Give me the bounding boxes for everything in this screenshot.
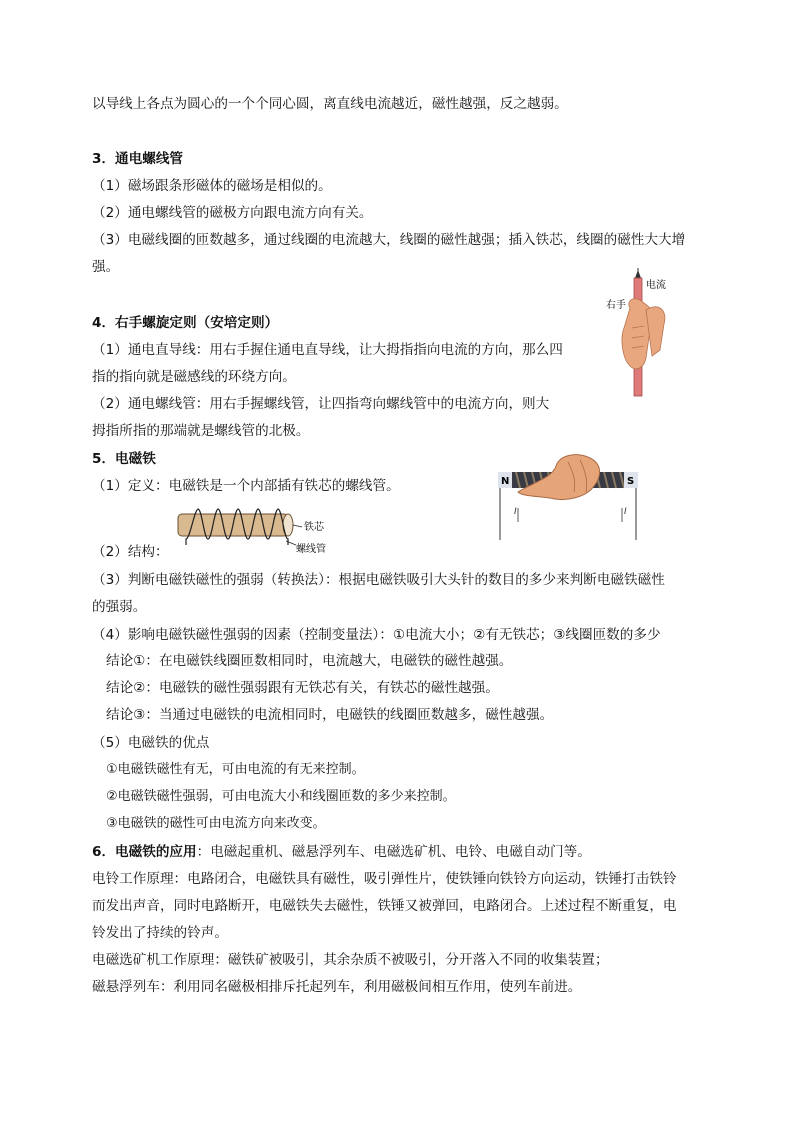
current-label: 电流 xyxy=(646,280,666,291)
advantage-1: ①电磁铁磁性有无，可由电流的有无来控制。 xyxy=(106,762,365,777)
advantage-3: ③电磁铁的磁性可由电流方向来改变。 xyxy=(106,816,326,831)
section-5-item-3-line-1: （3）判断电磁铁磁性的强弱（转换法）：根据电磁铁吸引大头针的数目的多少来判断电磁铁磁性 xyxy=(92,572,665,588)
electric-bell-line-3: 铃发出了持续的铃声。 xyxy=(92,925,228,941)
section-4-heading: 4．右手螺旋定则（安培定则） xyxy=(92,315,279,331)
solenoid-label: 螺线管 xyxy=(296,544,326,555)
right-hand-label: 右手 xyxy=(606,300,626,311)
current-right-label: I xyxy=(624,507,627,517)
section-5-heading: 5．电磁铁 xyxy=(92,451,156,467)
section-4-item-2-line-1: （2）通电螺线管：用右手握螺线管，让四指弯向螺线管中的电流方向，则大 xyxy=(92,396,550,412)
right-hand-straight-wire-figure xyxy=(596,266,700,400)
section-6-heading: 6．电磁铁的应用 xyxy=(92,844,197,860)
section-6-heading-rest: ：电磁起重机、磁悬浮列车、电磁选矿机、电铃、电磁自动门等。 xyxy=(196,844,591,860)
section-5-item-3-line-2: 的强弱。 xyxy=(92,599,147,615)
conclusion-3: 结论③：当通过电磁铁的电流相同时，电磁铁的线圈匝数越多，磁性越强。 xyxy=(106,707,554,723)
section-3-item-2: （2）通电螺线管的磁极方向跟电流方向有关。 xyxy=(92,205,373,221)
section-3-item-1: （1）磁场跟条形磁体的磁场是相似的。 xyxy=(92,178,332,194)
section-3-item-3-line-2: 强。 xyxy=(92,259,120,275)
current-left-label: I xyxy=(514,507,517,517)
section-6-heading-line xyxy=(92,842,591,862)
intro-paragraph: 以导线上各点为圆心的一个个同心圆，离直线电流越近，磁性越强，反之越弱。 xyxy=(92,96,568,112)
electromagnet-structure-figure xyxy=(172,501,344,557)
ore-separator-paragraph: 电磁选矿机工作原理：磁铁矿被吸引，其余杂质不被吸引，分开落入不同的收集装置； xyxy=(92,952,609,968)
conclusion-2: 结论②：电磁铁的磁性强弱跟有无铁芯有关，有铁芯的磁性越强。 xyxy=(106,680,499,696)
south-pole-label: S xyxy=(627,476,635,487)
section-5-item-1: （1）定义：电磁铁是一个内部插有铁芯的螺线管。 xyxy=(92,478,400,494)
section-3-heading: 3．通电螺线管 xyxy=(92,151,184,167)
electric-bell-line-1: 电铃工作原理：电路闭合，电磁铁具有磁性，吸引弹性片，使铁锤向铁铃方向运动，铁锤打击铁铃 xyxy=(92,871,677,887)
section-4-item-1-line-1: （1）通电直导线：用右手握住通电直导线，让大拇指指向电流的方向，那么四 xyxy=(92,342,563,358)
section-5-item-4: （4）影响电磁铁磁性强弱的因素（控制变量法）：①电流大小；②有无铁芯；③线圈匝数的多少 xyxy=(92,627,661,643)
section-4-item-1-line-2: 指的指向就是磁感线的环绕方向。 xyxy=(92,369,296,385)
maglev-paragraph: 磁悬浮列车：利用同名磁极相排斥托起列车，利用磁极间相互作用，使列车前进。 xyxy=(92,979,582,995)
section-4-item-2-line-2: 拇指所指的那端就是螺线管的北极。 xyxy=(92,423,310,439)
conclusion-1: 结论①：在电磁铁线圈匝数相同时，电流越大，电磁铁的磁性越强。 xyxy=(106,653,513,669)
north-pole-label: N xyxy=(501,476,510,487)
electric-bell-line-2: 而发出声音，同时电路断开，电磁铁失去磁性，铁锤又被弹回，电路闭合。上述过程不断重复，电 xyxy=(92,898,677,914)
iron-core-label: 铁芯 xyxy=(304,522,324,533)
advantage-2: ②电磁铁磁性强弱，可由电流大小和线圈匝数的多少来控制。 xyxy=(106,789,456,804)
section-5-item-5: （5）电磁铁的优点 xyxy=(92,735,210,751)
section-5-item-2: （2）结构： xyxy=(92,544,169,560)
solenoid-right-hand-figure xyxy=(494,452,644,544)
section-3-item-3-line-1: （3）电磁线圈的匝数越多，通过线圈的电流越大，线圈的磁性越强；插入铁芯，线圈的磁性大大增 xyxy=(92,232,686,248)
